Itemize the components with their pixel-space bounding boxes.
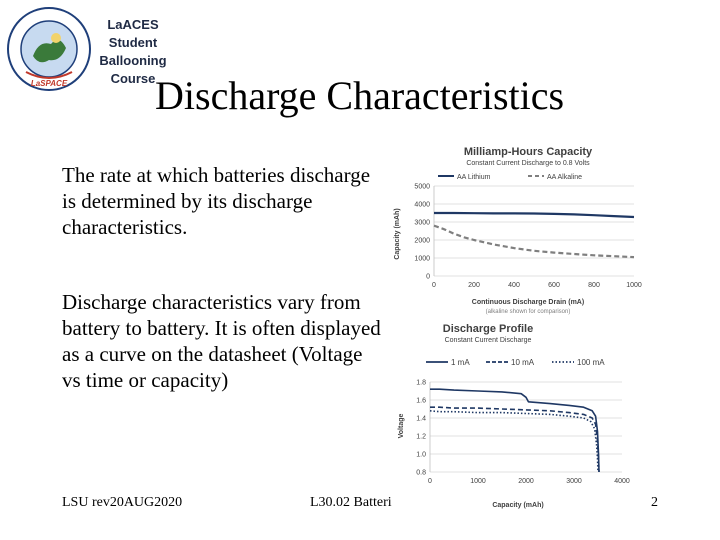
y-tick-label: 1.8 xyxy=(416,379,426,387)
lacaes-logo xyxy=(6,6,167,96)
plot-area xyxy=(414,184,641,290)
chart-title: Discharge Profile xyxy=(442,323,534,335)
y-tick-label: 1.6 xyxy=(416,397,426,405)
laspace-seal-icon xyxy=(6,6,92,92)
chart-subtitle: Constant Current Discharge xyxy=(444,337,532,344)
x-tick-label: 200 xyxy=(468,282,480,289)
paragraph-characteristics: Discharge characteristics vary from battery to battery. It is often displayed as a curve on the datasheet (Voltage vs time or capacity) xyxy=(62,290,381,392)
y-tick-label: 5000 xyxy=(414,183,430,191)
slide-title: Discharge Characteristics xyxy=(155,73,565,118)
y-axis-label: Capacity (mAh) xyxy=(394,208,401,260)
series-line xyxy=(430,389,599,472)
series-line xyxy=(434,213,634,217)
page-number: 2 xyxy=(651,495,658,510)
chart-title: Milliamp-Hours Capacity xyxy=(463,146,593,158)
logo-line: LaACES xyxy=(107,17,159,32)
legend-label: AA Lithium xyxy=(457,174,491,181)
x-axis-label: Continuous Discharge Drain (mA) xyxy=(471,299,585,306)
chart-subtitle: Constant Current Discharge to 0.8 Volts xyxy=(466,160,590,167)
paragraph-rate: The rate at which batteries discharge is determined by its discharge characteristics. xyxy=(62,163,371,239)
capacity-chart xyxy=(388,140,650,318)
logo-line: Course xyxy=(110,71,156,86)
y-tick-label: 4000 xyxy=(414,201,430,209)
y-tick-label: 0.8 xyxy=(416,469,426,477)
y-tick-label: 1.4 xyxy=(416,415,426,423)
x-axis-label: Capacity (mAh) xyxy=(492,502,544,509)
x-tick-label: 600 xyxy=(548,282,560,289)
series-line xyxy=(430,411,598,472)
x-tick-label: 400 xyxy=(508,282,520,289)
y-tick-label: 0 xyxy=(426,273,430,281)
discharge-profile-chart xyxy=(388,318,650,518)
legend-label: 100 mA xyxy=(577,358,605,367)
y-tick-label: 2000 xyxy=(414,237,430,245)
legend-label: 1 mA xyxy=(451,358,470,367)
y-axis-label: Voltage xyxy=(398,413,405,439)
x-axis-note: (alkaline shown for comparison) xyxy=(485,309,571,315)
x-tick-label: 1000 xyxy=(626,282,642,289)
y-tick-label: 3000 xyxy=(414,219,430,227)
legend-label: 10 mA xyxy=(511,358,535,367)
x-tick-label: 4000 xyxy=(614,478,630,485)
y-tick-label: 1000 xyxy=(414,255,430,263)
footer-date: LSU rev20AUG2020 xyxy=(62,495,183,510)
seal-label: LaSPACE xyxy=(30,79,68,88)
x-tick-label: 2000 xyxy=(518,478,534,485)
x-tick-label: 0 xyxy=(432,282,436,289)
logo-line: Ballooning xyxy=(99,53,167,68)
x-tick-label: 0 xyxy=(428,478,432,485)
legend-label: AA Alkaline xyxy=(547,174,583,181)
footer-lesson: L30.02 Batteri xyxy=(310,495,392,510)
x-tick-label: 800 xyxy=(588,282,600,289)
y-tick-label: 1.2 xyxy=(416,433,426,441)
y-tick-label: 1.0 xyxy=(416,451,426,459)
x-tick-label: 1000 xyxy=(470,478,486,485)
x-tick-label: 3000 xyxy=(566,478,582,485)
plot-area xyxy=(416,380,630,486)
logo-line: Student xyxy=(108,35,158,50)
series-line xyxy=(434,226,634,258)
